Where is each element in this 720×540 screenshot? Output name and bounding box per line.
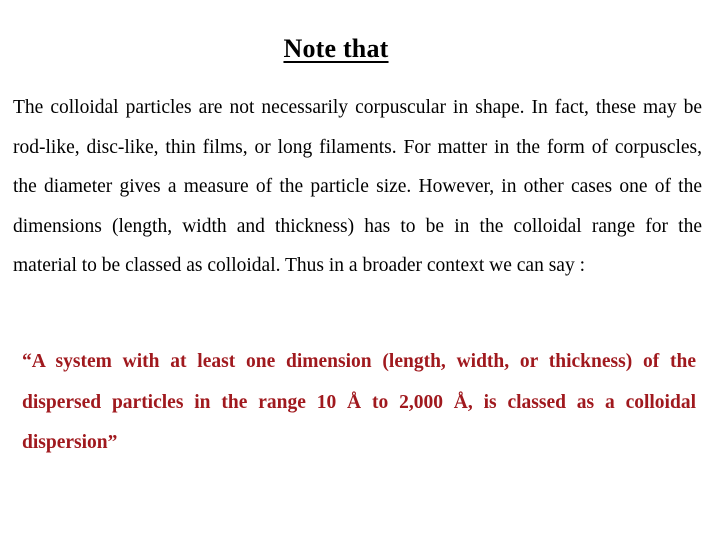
body-paragraph: The colloidal particles are not necessarily corpuscular in shape. In fact, these may be rod-like, disc-like, thin films, or long filaments. For matter in the form of corpuscles, the diameter gives a measure of the particle size. However, in other cases one of the dimensions (length, width and thickness) has to be in the colloidal range for the material to be classed as colloidal. Thus in a broader context we can say :	[13, 97, 702, 276]
highlighted-definition-quote: “A system with at least one dimension (length, width, or thickness) of the dispersed particles in the range 10 Å to 2,000 Å, is classed as a colloidal dispersion”	[22, 351, 696, 453]
page-title: Note that	[283, 34, 389, 63]
